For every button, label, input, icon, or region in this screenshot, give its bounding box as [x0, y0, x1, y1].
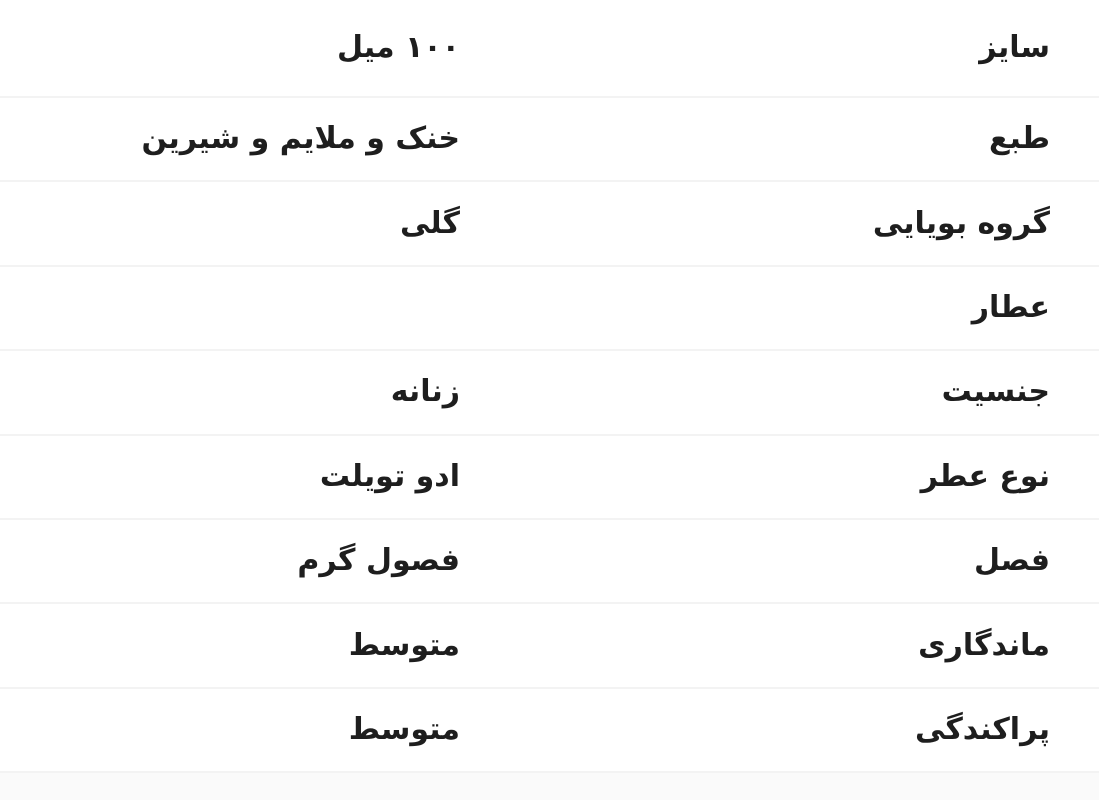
spec-label: جنسیت — [941, 374, 1050, 410]
spec-row — [0, 520, 1099, 604]
spec-label: طبع — [989, 121, 1050, 157]
spec-row — [0, 436, 1099, 520]
spec-row — [0, 0, 1099, 98]
spec-value: فصول گرم — [297, 543, 460, 579]
spec-value: متوسط — [348, 627, 460, 663]
spec-label: فصل — [974, 543, 1050, 579]
spec-value: متوسط — [348, 711, 460, 747]
spec-row — [0, 98, 1099, 182]
spec-row — [0, 689, 1099, 773]
spec-label: نوع عطر — [920, 458, 1050, 494]
section-footer-band — [0, 773, 1099, 800]
spec-row — [0, 351, 1099, 435]
spec-row — [0, 604, 1099, 688]
spec-label: پراکندگی — [914, 711, 1050, 747]
spec-label: عطار — [971, 289, 1050, 325]
spec-value: ۱۰۰ میل — [337, 30, 460, 65]
spec-row — [0, 182, 1099, 266]
spec-value: ادو تویلت — [319, 458, 460, 494]
spec-label: سایز — [979, 30, 1050, 65]
spec-label: ماندگاری — [918, 627, 1050, 663]
spec-value: زنانه — [390, 374, 460, 410]
spec-label: گروه بویایی — [872, 205, 1050, 241]
spec-value: خنک و ملایم و شیرین — [141, 121, 460, 157]
spec-value: گلی — [399, 205, 460, 241]
spec-row — [0, 267, 1099, 351]
